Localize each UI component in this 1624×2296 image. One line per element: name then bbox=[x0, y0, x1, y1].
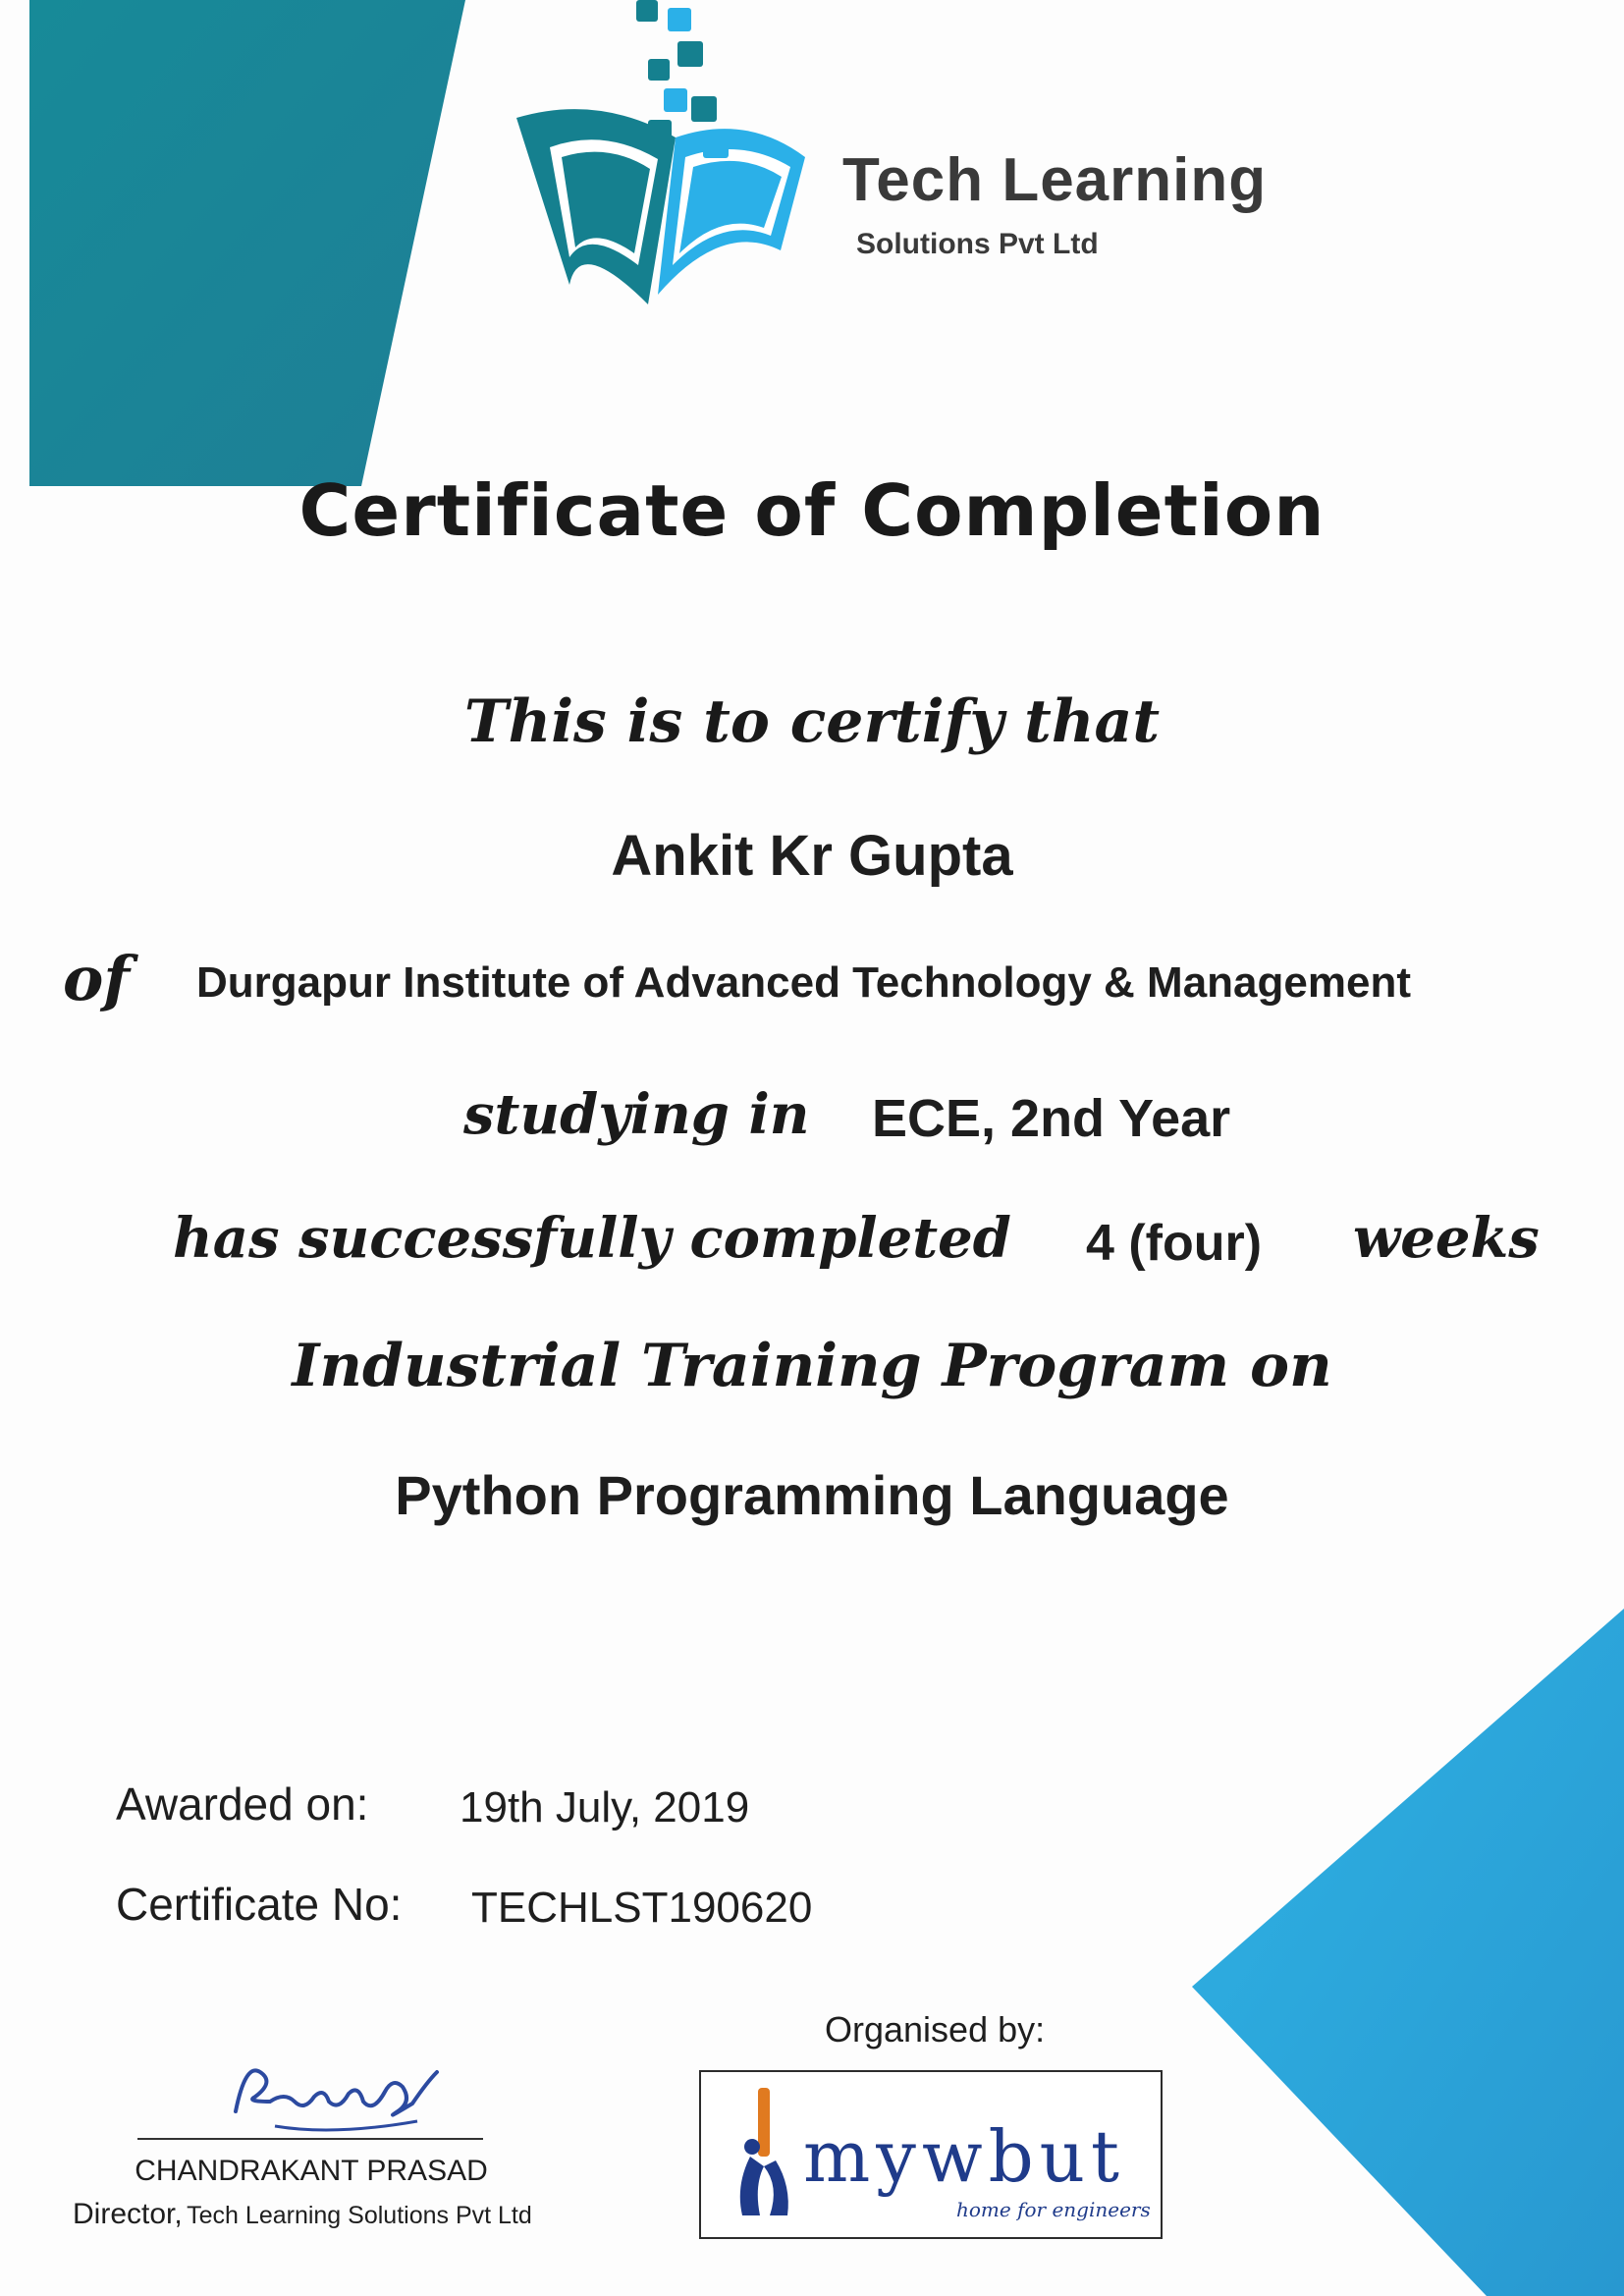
corner-decoration-top-left bbox=[0, 0, 471, 491]
program-subject: Python Programming Language bbox=[395, 1464, 1229, 1526]
program-phrase: Industrial Training Program on bbox=[292, 1332, 1332, 1400]
certificate-number: TECHLST190620 bbox=[471, 1884, 813, 1932]
signatory-title-org: Tech Learning Solutions Pvt Ltd bbox=[187, 2202, 532, 2229]
organised-by-label: Organised by: bbox=[825, 2009, 1046, 2050]
corner-shape-bottom-right bbox=[1192, 1609, 1624, 2296]
engineer-figure-icon bbox=[731, 2088, 799, 2225]
recipient-name: Ankit Kr Gupta bbox=[611, 824, 1013, 888]
brand-name: Tech Learning bbox=[842, 146, 1268, 214]
duration: 4 (four) bbox=[1086, 1215, 1263, 1272]
signatory-title bbox=[73, 2198, 532, 2231]
studying-phrase: studying in bbox=[463, 1082, 810, 1147]
signature-icon bbox=[216, 2043, 452, 2141]
certno-label: Certificate No: bbox=[116, 1879, 403, 1930]
awarded-date: 19th July, 2019 bbox=[460, 1783, 750, 1831]
signatory-name: CHANDRAKANT PRASAD bbox=[135, 2155, 488, 2187]
mywbut-logo-text: mywbut bbox=[803, 2115, 1125, 2198]
brand-subtitle: Solutions Pvt Ltd bbox=[856, 228, 1099, 260]
awarded-label: Awarded on: bbox=[116, 1778, 369, 1830]
weeks-word: weeks bbox=[1353, 1206, 1540, 1271]
course-year: ECE, 2nd Year bbox=[872, 1089, 1231, 1148]
certificate-title: Certificate of Completion bbox=[298, 469, 1326, 552]
of-word: of bbox=[63, 943, 131, 1014]
corner-decoration-bottom-right bbox=[1192, 1609, 1624, 2296]
corner-shape-top-left bbox=[29, 0, 465, 486]
institute-name: Durgapur Institute of Advanced Technology & Management bbox=[196, 958, 1411, 1007]
certify-phrase: This is to certify that bbox=[463, 687, 1161, 756]
signatory-title-prefix: Director, bbox=[73, 2198, 183, 2230]
signature-line bbox=[137, 2138, 483, 2140]
mywbut-logo-box bbox=[699, 2070, 1163, 2239]
mywbut-tagline: home for engineers bbox=[956, 2198, 1151, 2221]
tech-learning-logo-icon bbox=[511, 0, 844, 324]
completed-phrase: has successfully completed bbox=[173, 1206, 1011, 1271]
